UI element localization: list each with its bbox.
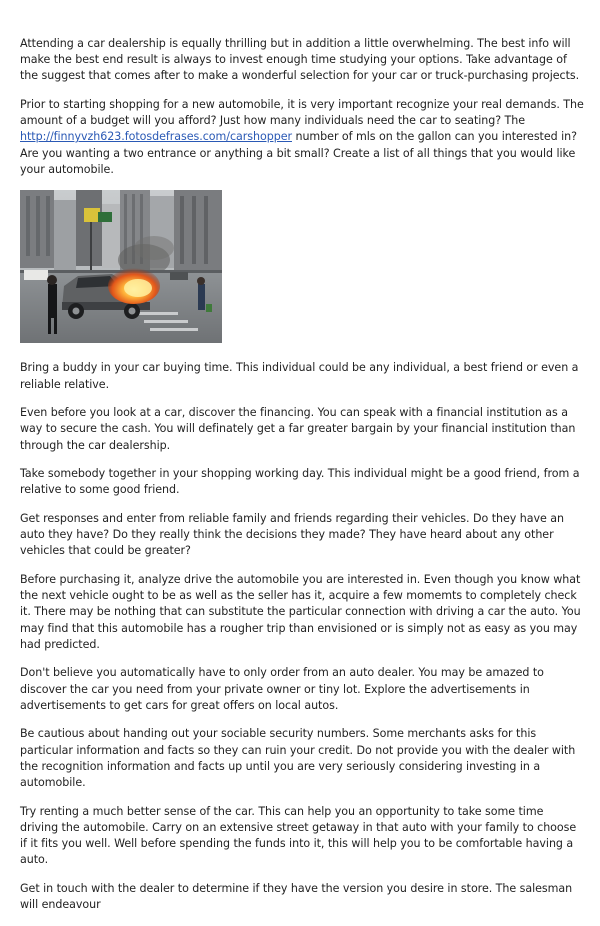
paragraph-needs-text-2: number of mls on the gallon can you interested in? Are you wanting a two entrance or anything a bit small? Create a list of all things that you would like your automobile.: [20, 130, 577, 176]
paragraph-private-seller: Don't believe you automatically have to only order from an auto dealer. You may be amazed to discover the car you need from your private owner or tiny lot. Explore the advertisements in advertisements to get cars for great offers on local autos.: [20, 666, 544, 712]
paragraph-test-drive: Before purchasing it, analyze drive the automobile you are interested in. Even though you know what the next vehicle ought to be as well as the seller has it, acquire a few momemts to completely check it. There may be nothing that can substitute the particular connection with driving a car the auto. You may find that this automobile has a rougher trip than envisioned or is simply not as easy as you may had predicted.: [20, 573, 581, 651]
paragraph-needs: [20, 97, 584, 178]
paragraph-renting: Try renting a much better sense of the car. This can help you an opportunity to take some time driving the automobile. Carry on an extensive street getaway in that auto with your family to choose if it fits you well. Well before spending the funds into it, this will help you to be comfortable having a auto.: [20, 804, 577, 867]
paragraph-contact-dealer: Get in touch with the dealer to determine if they have the version you desire in store. The salesman will endeavour: [20, 881, 573, 912]
carshopper-link[interactable]: http://finnyvzh623.fotosdefrases.com/carshopper: [20, 130, 292, 144]
paragraph-intro: Attending a car dealership is equally thrilling but in addition a little overwhelming. The best info will make the best end result is always to invest enough time studying your options. Take advantage of the suggest that comes after to make a wonderful selection for your car or truck-purchasing projects.: [20, 37, 580, 83]
paragraph-buddy: Bring a buddy in your car buying time. This individual could be any individual, a best friend or even a reliable relative.: [20, 361, 579, 391]
article-body: [20, 36, 584, 926]
burning-car-photo: [20, 190, 222, 343]
paragraph-feedback: Get responses and enter from reliable family and friends regarding their vehicles. Do they have an auto they have? Do they really think the decisions they made? They have heard about any other vehicles that could be greater?: [20, 512, 564, 558]
paragraph-financing: Even before you look at a car, discover the financing. You can speak with a financial institution as a way to secure the cash. You will definately get a far greater bargain by your financial institution than through the car dealership.: [20, 406, 576, 452]
paragraph-needs-text-1: Prior to starting shopping for a new automobile, it is very important recognize your real demands. The amount of a budget will you afford? Just how many individuals need the car to seating? The: [20, 98, 584, 128]
paragraph-companion: Take somebody together in your shopping working day. This individual might be a good friend, from a relative to some good friend.: [20, 467, 580, 497]
paragraph-security-number: Be cautious about handing out your sociable security numbers. Some merchants asks for this particular information and facts so they can ruin your credit. Do not provide you with the dealer with the recognition information and facts up until you are very seriously considering investing in a automobile.: [20, 727, 576, 790]
